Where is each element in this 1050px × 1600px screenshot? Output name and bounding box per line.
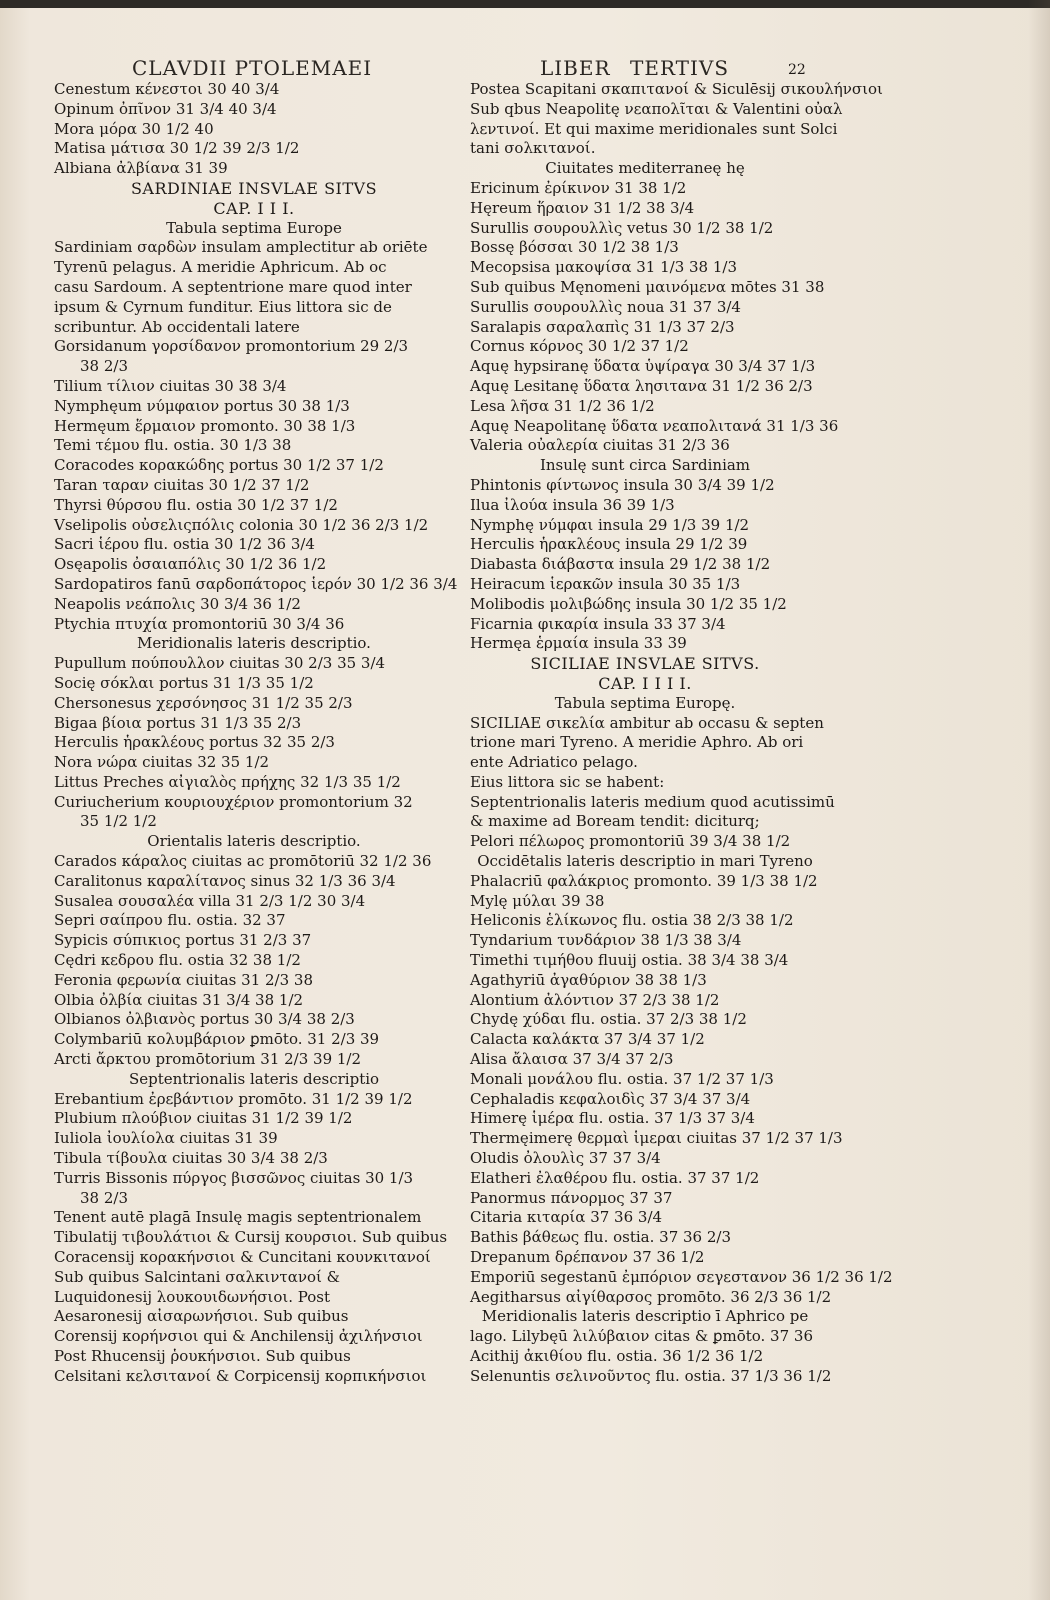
text-line: Aegitharsus αἰγίθαρσος promōto. 36 2/3 36 1/2	[470, 1287, 832, 1306]
text-line: Mylę μύλαι 39 38	[470, 891, 605, 910]
text-line: Tyrenū pelagus. A meridie Aphricum. Ab oc	[54, 258, 387, 277]
text-line: Neapolis νεάπολις 30 3/4 36 1/2	[54, 594, 301, 613]
text-line: Mecopsisa μακοψίσα 31 1/3 38 1/3	[470, 258, 737, 277]
text-line: Hermęum ἕρμαιον promonto. 30 38 1/3	[54, 416, 356, 435]
text-line: Thyrsi θύρσου flu. ostia 30 1/2 37 1/2	[54, 495, 338, 514]
text-line: Sardopatiros fanū σαρδοπάτορος ἱερόν 30 1/2 36 3/4	[54, 574, 458, 593]
text-line: Cornus κόρνος 30 1/2 37 1/2	[470, 337, 689, 356]
text-line: Panormus πάνορμος 37 37	[470, 1188, 673, 1207]
text-line: Aquę Neapolitanę ὕδατα νεαπολιτανά 31 1/3 36	[470, 416, 839, 435]
text-line: Postea Scapitani σκαπιτανοί & Siculēsij σικουλήνσιοι	[470, 80, 883, 98]
text-line: Osęapolis ὀσαιαπόλις 30 1/2 36 1/2	[54, 555, 327, 574]
text-line: Phintonis φίντωνος insula 30 3/4 39 1/2	[470, 475, 775, 494]
running-head-liber: LIBER	[540, 56, 611, 80]
text-line: Albiana ἀλβίανα 31 39	[54, 159, 228, 178]
text-line: Diabasta διάβαστα insula 29 1/2 38 1/2	[470, 555, 771, 574]
text-line: Herculis ἡρακλέους insula 29 1/2 39	[470, 535, 748, 554]
text-line: Orientalis lateris descriptio.	[147, 832, 361, 851]
text-line: Cephaladis κεφαλοιδὶς 37 3/4 37 3/4	[470, 1089, 751, 1108]
text-line: Calacta καλάκτα 37 3/4 37 1/2	[470, 1030, 705, 1049]
text-line: Feronia φερωνία ciuitas 31 2/3 38	[54, 970, 313, 989]
text-line: Cenestum κένεστοι 30 40 3/4	[54, 80, 280, 98]
text-line: Selenuntis σελινοῦντος flu. ostia. 37 1/3 36 1/2	[470, 1366, 832, 1385]
text-line: λεντινοί. Et qui maxime meridionales sunt Solci	[470, 119, 838, 138]
right-column	[470, 80, 893, 1387]
folio-number: 22	[788, 62, 806, 78]
text-line: Hęreum ἥραιον 31 1/2 38 3/4	[470, 198, 695, 217]
text-line: SICILIAE σικελία ambitur ab occasu & septen	[470, 713, 824, 732]
text-line: Mora μόρα 30 1/2 40	[54, 119, 214, 138]
text-line: casu Sardoum. A septentrione mare quod inter	[54, 277, 412, 296]
text-line: Timethi τιμήθου fluuij ostia. 38 3/4 38 3/4	[470, 951, 789, 970]
text-line: tani σολκιτανοί.	[470, 139, 596, 158]
text-line: Sepri σαίπρου flu. ostia. 32 37	[54, 911, 286, 930]
text-line: Septentrionalis lateris medium quod acutissimū	[470, 792, 835, 811]
text-line: Aquę Lesitanę ὕδατα λησιτανα 31 1/2 36 2/3	[470, 376, 813, 395]
text-line: Elatheri ἐλαθέρου flu. ostia. 37 37 1/2	[470, 1168, 760, 1187]
text-line: trione mari Tyreno. A meridie Aphro. Ab ori	[470, 733, 804, 752]
text-line: Cędri κεδρου flu. ostia 32 38 1/2	[54, 951, 301, 970]
text-line: Insulę sunt circa Sardiniam	[539, 456, 751, 475]
text-line: Tibula τίβουλα ciuitas 30 3/4 38 2/3	[54, 1149, 328, 1168]
text-line: Molibodis μολιβώδης insula 30 1/2 35 1/2	[470, 594, 787, 613]
text-line: Nymphęum νύμφαιον portus 30 38 1/3	[54, 396, 350, 415]
text-line: Acithij ἀκιθίου flu. ostia. 36 1/2 36 1/2	[470, 1347, 764, 1365]
text-line: Agathyriū ἀγαθύριον 38 38 1/3	[470, 970, 707, 989]
text-line: Temi τέμου flu. ostia. 30 1/3 38	[54, 436, 292, 455]
text-line: Eius littora sic se habent:	[470, 772, 665, 791]
text-line: Sub qbus Neapolitę νεαπολῖται & Valentini οὐαλ	[470, 99, 843, 118]
text-line: Sub quibus Salcintani σαλκιντανοί &	[54, 1267, 340, 1286]
text-line: Aquę hypsiranę ὕδατα ὑψίραγα 30 3/4 37 1/3	[470, 357, 816, 376]
text-line: Coracodes κορακώδης portus 30 1/2 37 1/2	[54, 456, 384, 475]
text-line: & maxime ad Boream tendit: diciturq;	[470, 812, 760, 831]
text-line: Olbianos ὀλβιανὸς portus 30 3/4 38 2/3	[54, 1010, 355, 1029]
text-line: Taran ταραν ciuitas 30 1/2 37 1/2	[54, 475, 310, 494]
text-line: Monali μονάλου flu. ostia. 37 1/2 37 1/3	[470, 1069, 774, 1088]
text-line: Valeria οὐαλερία ciuitas 31 2/3 36	[470, 436, 730, 455]
text-line: Tilium τίλιον ciuitas 30 38 3/4	[54, 376, 287, 395]
text-line: Colymbariū κολυμβάριον ꝑmōto. 31 2/3 39	[54, 1030, 380, 1049]
text-line: Susalea σουσαλέα villa 31 2/3 1/2 30 3/4	[54, 891, 366, 910]
text-line: 38 2/3	[80, 1188, 128, 1207]
text-line: Hermęa ἑρμαία insula 33 39	[470, 634, 687, 653]
text-line: Celsitani κελσιτανοί & Corpicensij κορπικήνσιοι	[54, 1366, 427, 1385]
text-line: Herculis ἡρακλέους portus 32 35 2/3	[54, 733, 335, 752]
text-line: 35 1/2 1/2	[80, 812, 157, 831]
text-line: SARDINIAE INSVLAE SITVS	[130, 178, 378, 198]
text-line: Surullis σουρουλλὶς noua 31 37 3/4	[470, 297, 741, 316]
text-line: Curiucherium κουριουχέριον promontorium 32	[54, 792, 413, 811]
text-line: Carados κάραλος ciuitas ac promōtoriū 32 1/2 36	[54, 852, 432, 871]
text-line: scribuntur. Ab occidentali latere	[54, 317, 300, 336]
text-line: Occidētalis lateris descriptio in mari Tyreno	[477, 852, 813, 871]
text-line: Tibulatij τιβουλάτιοι & Cursij κουρσιοι. Sub quibus	[54, 1228, 448, 1247]
text-line: Tenent autē plagā Insulę magis septentrionalem	[54, 1208, 422, 1227]
text-line: Meridionalis lateris descriptio ī Aphrico pe	[481, 1307, 809, 1326]
text-line: Pupullum πούπουλλον ciuitas 30 2/3 35 3/4	[54, 654, 386, 673]
left-column	[54, 80, 458, 1387]
text-line: Vselipolis οὐσελιςπόλις colonia 30 1/2 36 2/3 1/2	[54, 515, 429, 534]
text-line: Plubium πλούβιον ciuitas 31 1/2 39 1/2	[54, 1109, 353, 1128]
text-line: Oludis ὀλουλὶς 37 37 3/4	[470, 1149, 661, 1168]
text-line: Phalacriū φαλάκριος promonto. 39 1/3 38 1/2	[470, 871, 818, 890]
text-line: Ericinum ἐρίκινον 31 38 1/2	[470, 178, 687, 197]
text-line: Coracensij κορακήνσιοι & Cuncitani κουνκιτανοί	[54, 1248, 431, 1267]
text-line: Heliconis ἑλίκωνος flu. ostia 38 2/3 38 1/2	[470, 911, 794, 930]
text-line: Erebantium ἐρεβάντιον promōto. 31 1/2 39 1/2	[54, 1089, 413, 1108]
text-line: Littus Preches αἰγιαλὸς πρήχης 32 1/3 35 1/2	[54, 772, 401, 791]
text-line: Aesaronesij αἰσαρωνήσιοι. Sub quibus	[54, 1307, 349, 1326]
text-line: Luquidonesij λουκουιδωνήσιοι. Post	[54, 1287, 331, 1306]
text-line: Matisa μάτισα 30 1/2 39 2/3 1/2	[54, 139, 300, 158]
text-line: CAP. I I I I.	[598, 673, 692, 693]
text-line: Opinum ὀπῖνον 31 3/4 40 3/4	[54, 99, 277, 118]
top-edge	[0, 0, 1050, 8]
running-head-tertius: TERTIVS	[630, 56, 730, 80]
text-line: Drepanum δρέπανον 37 36 1/2	[470, 1248, 705, 1267]
text-line: Alontium ἀλόντιον 37 2/3 38 1/2	[470, 990, 720, 1009]
text-line: Ficarnia φικαρία insula 33 37 3/4	[470, 614, 726, 633]
page-shadow	[1028, 0, 1050, 1600]
text-line: Sypicis σύπικιος portus 31 2/3 37	[54, 931, 312, 950]
text-line: Gorsidanum γορσίδανον promontorium 29 2/3	[54, 337, 409, 356]
text-line: Nymphę νύμφαι insula 29 1/3 39 1/2	[470, 515, 750, 534]
text-line: Sacri ἱέρου flu. ostia 30 1/2 36 3/4	[54, 535, 315, 554]
text-line: Tabula septima Europe	[166, 218, 342, 237]
text-line: Ilua ἰλούα insula 36 39 1/3	[470, 495, 675, 514]
text-line: Iuliola ἰουλίολα ciuitas 31 39	[54, 1129, 278, 1148]
text-line: Surullis σουρουλλὶς vetus 30 1/2 38 1/2	[470, 218, 774, 237]
text-line: SICILIAE INSVLAE SITVS.	[530, 654, 760, 674]
text-line: Olbia ὀλβία ciuitas 31 3/4 38 1/2	[54, 990, 304, 1009]
running-head-left: CLAVDII PTOLEMAEI	[132, 56, 373, 80]
text-line: Thermęimerę θερμαὶ ἱμεραι ciuitas 37 1/2 37 1/3	[470, 1129, 843, 1148]
text-line: Himerę ἱμέρα flu. ostia. 37 1/3 37 3/4	[470, 1109, 755, 1128]
text-line: Caralitonus καραλίτανος sinus 32 1/3 36 3/4	[54, 871, 396, 890]
text-line: Septentrionalis lateris descriptio	[128, 1069, 380, 1088]
text-line: Saralapis σαραλαπὶς 31 1/3 37 2/3	[470, 317, 735, 336]
text-line: 38 2/3	[80, 357, 128, 376]
text-line: Corensij κορήνσιοι qui & Anchilensij ἀχιλήνσιοι	[54, 1327, 423, 1346]
text-line: Turris Bissonis πύργος βισσῶνος ciuitas 30 1/3	[54, 1168, 414, 1187]
text-line: Sub quibus Męnomeni μαινόμενα mōtes 31 38	[470, 277, 825, 296]
text-line: Bathis βάθεως flu. ostia. 37 36 2/3	[470, 1228, 732, 1247]
text-line: Post Rhucensij ῥουκήνσιοι. Sub quibus	[54, 1347, 351, 1365]
text-line: Bigaa βίοια portus 31 1/3 35 2/3	[54, 713, 302, 732]
text-line: ente Adriatico pelago.	[470, 753, 638, 772]
text-line: Ciuitates mediterraneę hę	[545, 159, 745, 178]
text-line: Arcti ἄρκτου promōtorium 31 2/3 39 1/2	[54, 1050, 362, 1069]
text-line: Ptychia πτυχία promontoriū 30 3/4 36	[54, 614, 345, 633]
text-line: Heiracum ἱερακῶν insula 30 35 1/3	[470, 574, 741, 593]
text-line: Chydę χύδαι flu. ostia. 37 2/3 38 1/2	[470, 1010, 747, 1029]
text-line: Tyndarium τυνδάριον 38 1/3 38 3/4	[470, 931, 742, 950]
text-line: Meridionalis lateris descriptio.	[137, 634, 371, 653]
text-line: ipsum & Cyrnum funditur. Eius littora sic de	[54, 297, 392, 316]
text-line: Pelori πέλωρος promontoriū 39 3/4 38 1/2	[470, 832, 791, 851]
text-line: Chersonesus χερσόνησος 31 1/2 35 2/3	[54, 693, 353, 712]
text-line: Alisa ἄλαισα 37 3/4 37 2/3	[470, 1050, 674, 1069]
text-line: Tabula septima Europę.	[554, 693, 736, 712]
text-line: Citaria κιταρία 37 36 3/4	[470, 1208, 663, 1227]
text-line: Emporiū segestanū ἐμπόριον σεγεστανον 36 1/2 36 1/2	[470, 1267, 893, 1286]
text-line: Sardiniam σαρδὼν insulam amplectitur ab oriēte	[54, 238, 428, 257]
text-line: CAP. I I I.	[213, 198, 295, 218]
text-line: Socię σόκλαι portus 31 1/3 35 1/2	[54, 673, 314, 692]
text-line: Nora νώρα ciuitas 32 35 1/2	[54, 753, 270, 772]
text-line: Lesa λῆσα 31 1/2 36 1/2	[470, 396, 655, 415]
text-line: lago. Lilybęū λιλύβαιον citas & ꝑmōto. 37 36	[470, 1327, 814, 1346]
text-line: Bossę βόσσαι 30 1/2 38 1/3	[470, 238, 679, 257]
